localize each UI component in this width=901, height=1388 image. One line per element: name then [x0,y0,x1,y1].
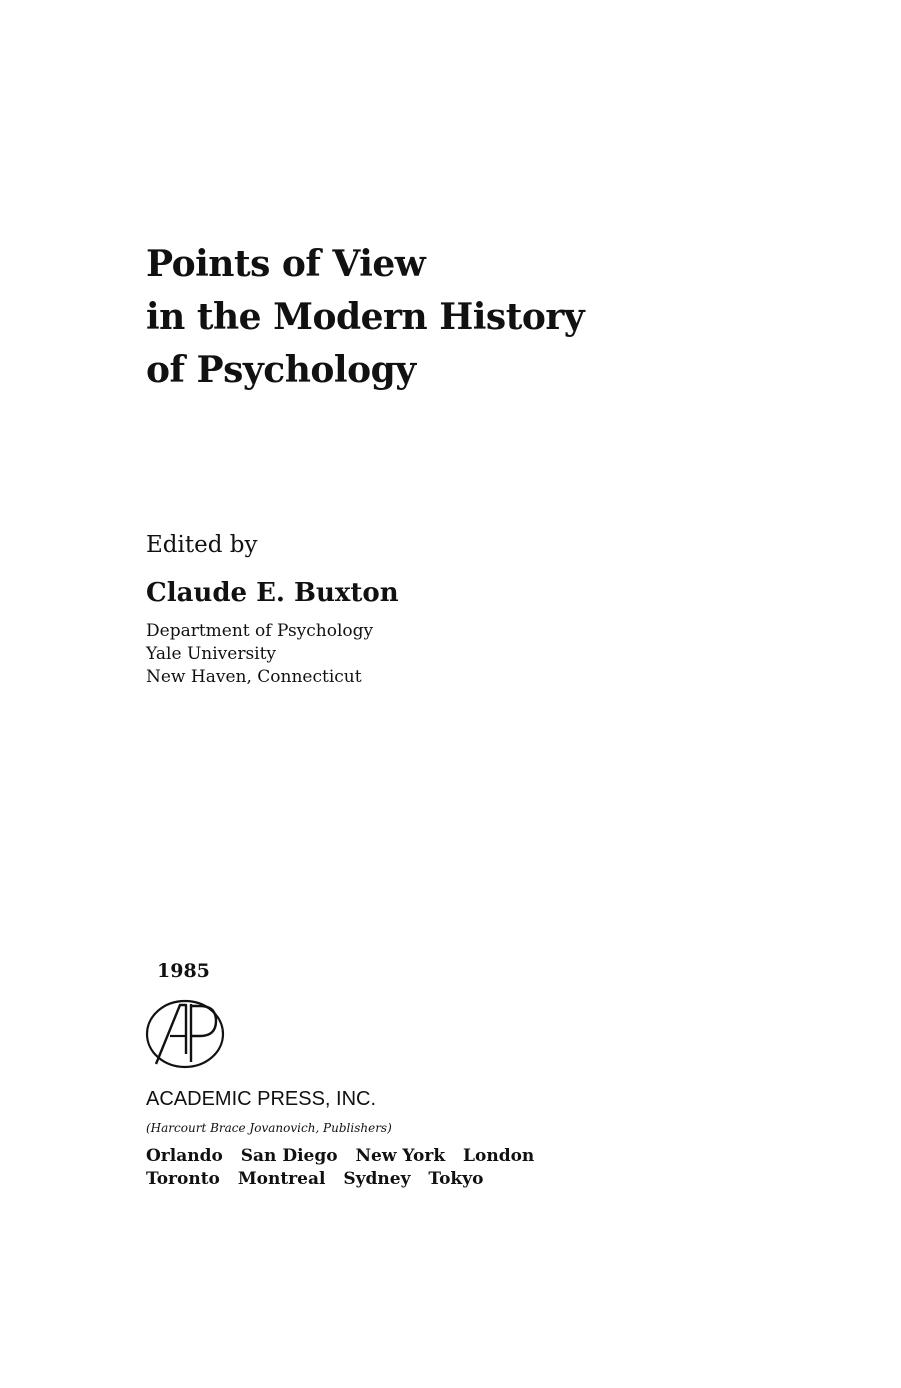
cities-row-2 [146,1168,546,1191]
city-san-diego: San Diego [240,1146,338,1166]
title-line-2: in the Modern History [146,296,585,338]
title-line-3: of Psychology [146,349,416,391]
city-sydney: Sydney [343,1169,411,1189]
title-line-1: Points of View [146,243,426,285]
city-london: London [463,1146,535,1166]
book-title [146,238,584,397]
publisher-name: ACADEMIC PRESS, INC. [146,1088,377,1110]
city-montreal: Montreal [237,1169,326,1189]
city-tokyo: Tokyo [428,1169,484,1189]
city-new-york: New York [355,1146,446,1166]
city-orlando: Orlando [146,1146,223,1166]
publication-year: 1985 [157,960,210,982]
edited-by-label: Edited by [146,532,258,558]
affiliation-department: Department of Psychology [146,621,374,641]
publisher-parent: (Harcourt Brace Jovanovich, Publishers) [146,1121,392,1135]
editor-affiliation [146,620,373,689]
editor-name: Claude E. Buxton [146,578,399,608]
affiliation-location: New Haven, Connecticut [146,667,362,687]
publisher-cities [146,1145,546,1191]
ap-logo-icon [144,998,226,1070]
city-toronto: Toronto [146,1169,220,1189]
affiliation-university: Yale University [146,644,277,664]
cities-row-1 [146,1145,546,1168]
